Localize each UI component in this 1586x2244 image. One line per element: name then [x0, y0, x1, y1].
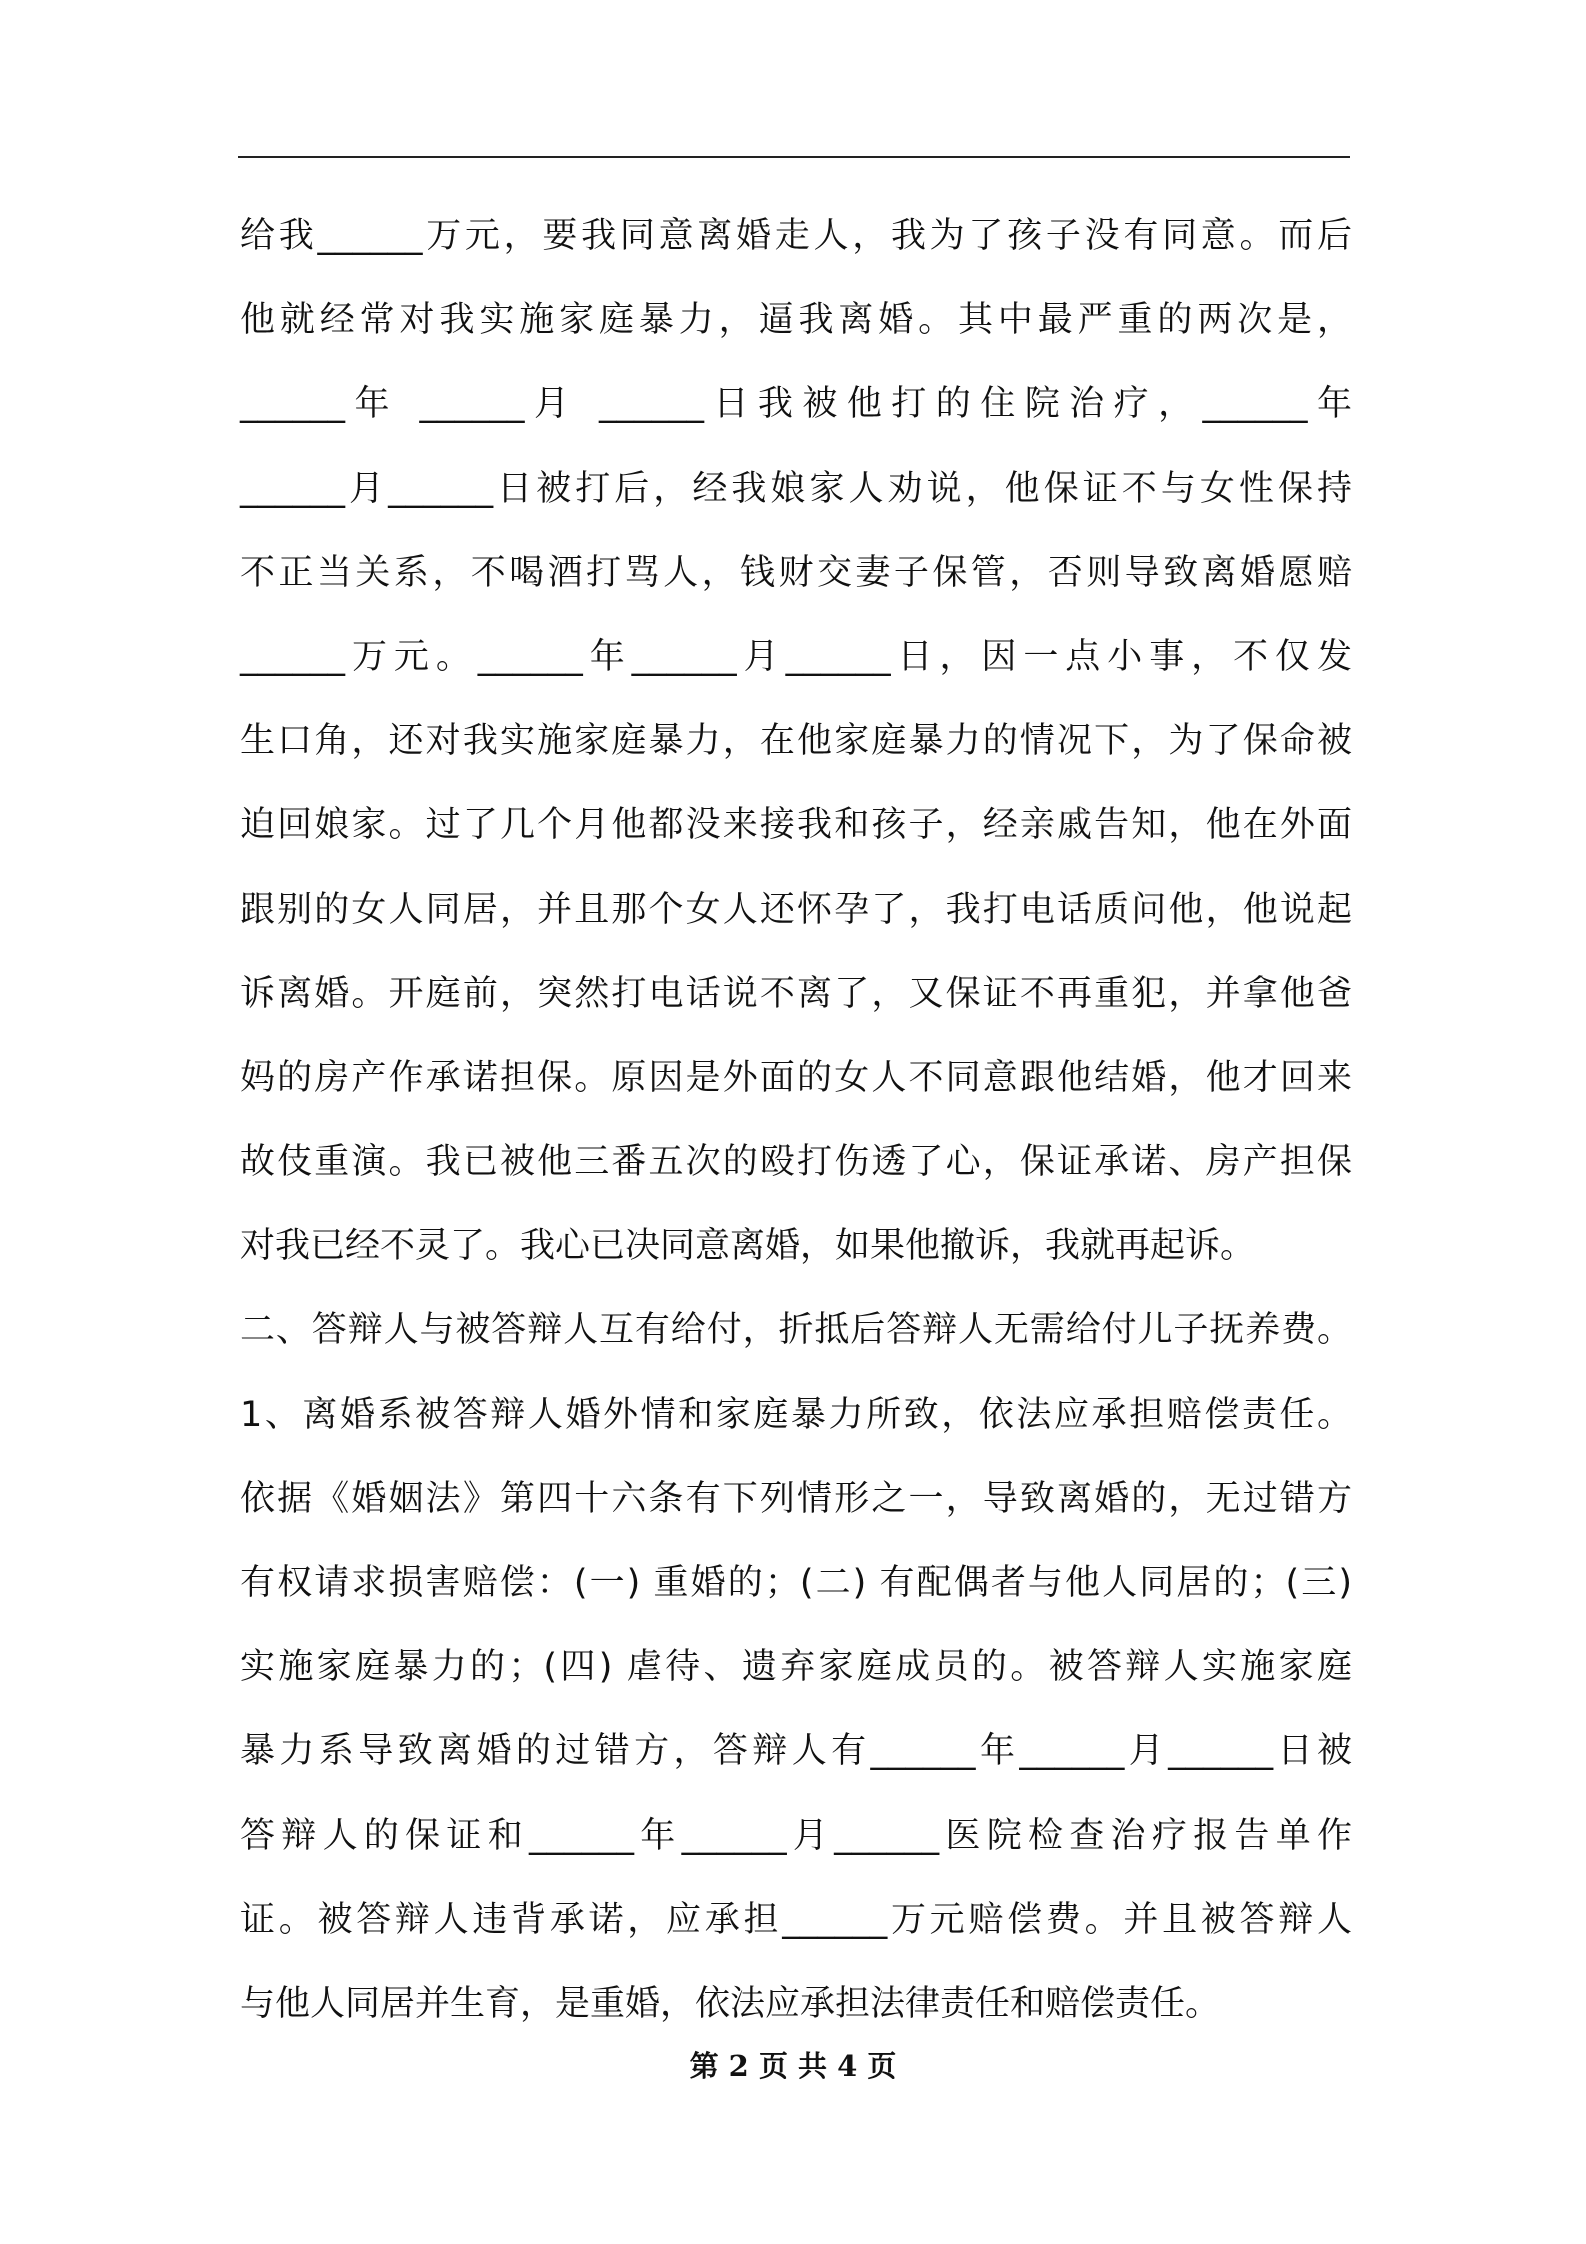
page-number: 第 2 页 共 4 页: [689, 2049, 897, 2083]
paragraph-line: 迫回娘家。过了几个月他都没来接我和孩子，经亲戚告知，他在外面: [240, 805, 1352, 846]
section-heading: 二、答辩人与被答辩人互有给付，折抵后答辩人无需给付儿子抚养费。: [240, 1310, 1352, 1351]
paragraph-line: 暴力系导致离婚的过错方，答辩人有______年______月______日被: [240, 1731, 1352, 1772]
paragraph-line: 给我______万元，要我同意离婚走人，我为了孩子没有同意。而后: [240, 216, 1352, 256]
paragraph-line: 有权请求损害赔偿：(一) 重婚的；(二) 有配偶者与他人同居的；(三): [240, 1563, 1352, 1603]
subsection-heading: 1、离婚系被答辩人婚外情和家庭暴力所致，依法应承担赔偿责任。: [240, 1394, 1352, 1435]
paragraph-line: ______万元。______年______月______日，因一点小事，不仅发: [240, 636, 1352, 677]
paragraph-line: 依据《婚姻法》第四十六条有下列情形之一，导致离婚的，无过错方: [240, 1478, 1352, 1519]
paragraph-line: 妈的房产作承诺担保。原因是外面的女人不同意跟他结婚，他才回来: [240, 1057, 1352, 1098]
paragraph-line: 实施家庭暴力的；(四) 虐待、遗弃家庭成员的。被答辩人实施家庭: [240, 1647, 1352, 1688]
paragraph-line: 对我已经不灵了。我心已决同意离婚，如果他撤诉，我就再起诉。: [240, 1226, 1256, 1267]
paragraph-line: 答辩人的保证和______年______月______医院检查治疗报告单作: [240, 1815, 1352, 1856]
paragraph-line: 他就经常对我实施家庭暴力，逼我离婚。其中最严重的两次是，: [240, 300, 1352, 341]
paragraph-line: 与他人同居并生育，是重婚，依法应承担法律责任和赔偿责任。: [240, 1983, 1221, 2024]
paragraph-line: 生口角，还对我实施家庭暴力，在他家庭暴力的情况下，为了保命被: [240, 721, 1352, 762]
paragraph-line: 不正当关系，不喝酒打骂人，钱财交妻子保管，否则导致离婚愿赔: [240, 552, 1352, 593]
paragraph-line: 诉离婚。开庭前，突然打电话说不离了，又保证不再重犯，并拿他爸: [240, 973, 1352, 1014]
document-body: [240, 194, 1352, 2046]
paragraph-line: 证。被答辩人违背承诺，应承担______万元赔偿费。并且被答辩人: [240, 1899, 1352, 1940]
paragraph-line: 跟别的女人同居，并且那个女人还怀孕了，我打电话质问他，他说起: [240, 889, 1352, 930]
paragraph-line: ______月______日被打后，经我娘家人劝说，他保证不与女性保持: [240, 468, 1352, 509]
header-rule: [238, 156, 1350, 158]
paragraph-line: 故伎重演。我已被他三番五次的殴打伤透了心，保证承诺、房产担保: [240, 1142, 1352, 1183]
paragraph-line: ______年 ______月 ______日我被他打的住院治疗，______年: [240, 384, 1352, 425]
